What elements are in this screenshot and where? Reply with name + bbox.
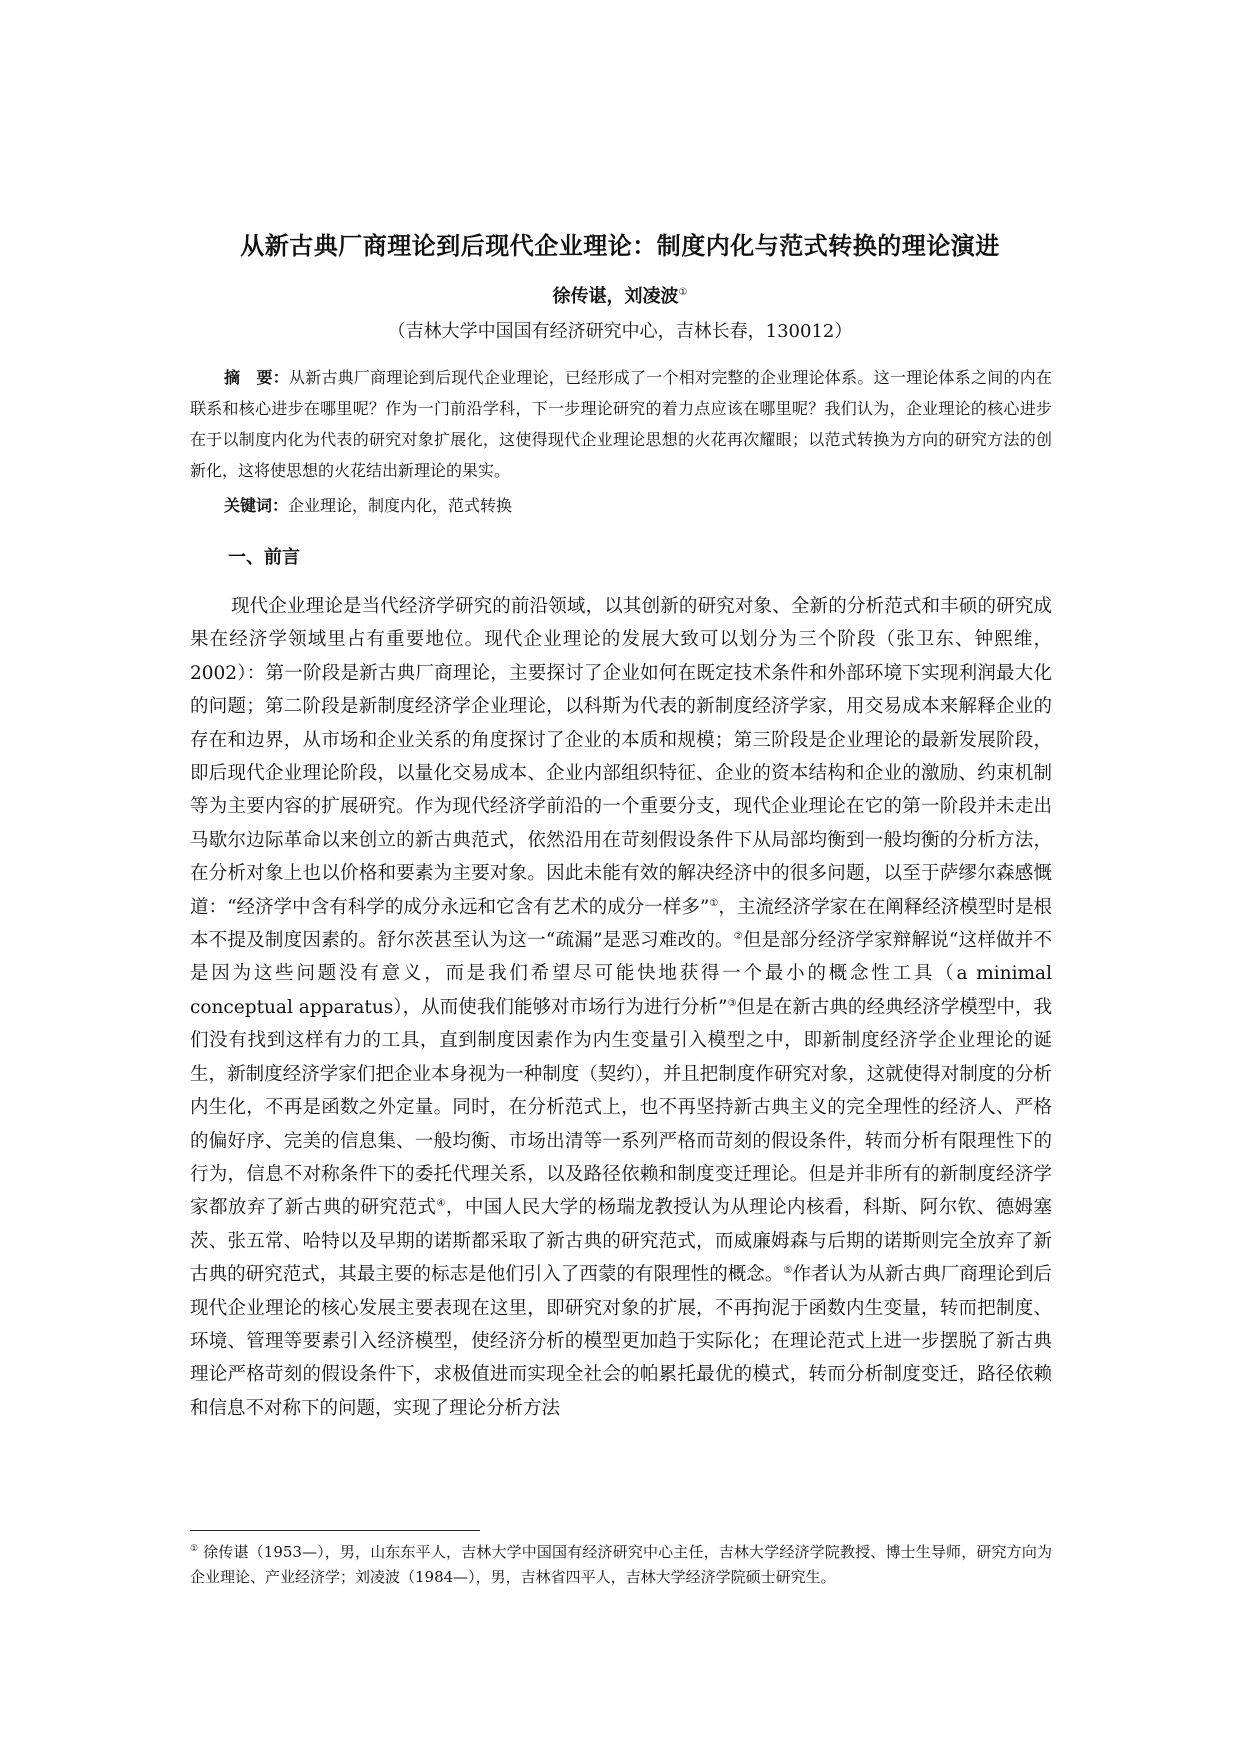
abstract-label: 摘 要：: [224, 368, 289, 387]
footnote: [190, 1540, 1052, 1590]
body-segment: 现代企业理论是当代经济学研究的前沿领域，以其创新的研究对象、全新的分析范式和丰硕的研究成果在经济学领域里占有重要地位。现代企业理论的发展大致可以划分为三个阶段（张卫东、钟熙维，2002）：第一阶段是新古典厂商理论，主要探讨了企业如何在既定技术条件和外部环境下实现利润最大化的问题；第二阶段是新制度经济学企业理论，以科斯为代表的新制度经济学家，用交易成本来解释企业的存在和边界，从市场和企业关系的角度探讨了企业的本质和规模；第三阶段是企业理论的最新发展阶段，即后现代企业理论阶段，以量化交易成本、企业内部组织特征、企业的资本结构和企业的激励、约束机制等为主要内容的扩展研究。作为现代经济学前沿的一个重要分支，现代企业理论在它的第一阶段并未走出马歇尔边际革命以来创立的新古典范式，依然沿用在苛刻假设条件下从局部均衡到一般均衡的分析方法，在分析对象上也以价格和要素为主要对象。因此未能有效的解决经济中的很多问题，以至于萨缪尔森感慨道：“经济学中含有科学的成分永远和它含有艺术的成分一样多”: [190, 596, 1052, 918]
body-segment: 但是部分经济学家辩解说“这样做并不是因为这些问题没有意义，而是我们希望尽可能快地获得一个最小的概念性工具（a minimal conceptual apparatus），从而使我们能够对市场行为进行分析”: [190, 930, 1053, 1018]
citation-mark: ⑤: [783, 1264, 793, 1276]
abstract: [190, 362, 1052, 486]
citation-mark: ④: [436, 1198, 446, 1210]
body-segment: ，主流经济学家在在阐释经济模型时是根本不提及制度因素的。舒尔茨甚至认为这一“疏漏”是恶习难改的。: [190, 896, 1053, 952]
citation-mark: ③: [727, 997, 737, 1009]
body-paragraph: [190, 590, 1052, 1425]
keywords: [224, 490, 1054, 521]
paper-title: 从新古典厂商理论到后现代企业理论：制度内化与范式转换的理论演进: [240, 232, 1000, 260]
footnote-mark: ①: [190, 1544, 199, 1554]
body-segment: 但是在新古典的经典经济学模型中，我们没有找到这样有力的工具，直到制度因素作为内生变量引入模型之中，即新制度经济学企业理论的诞生，新制度经济学家们把企业本身视为一种制度（契约），并且把制度作研究对象，这就使得对制度的分析内生化，不再是函数之外定量。同时，在分析范式上，也不再坚持新古典主义的完全理性的经济人、严格的偏好序、完美的信息集、一般均衡、市场出清等一系列严格而苛刻的假设条件，转而分析有限理性下的行为，信息不对称条件下的委托代理关系，以及路径依赖和制度变迁理论。但是并非所有的新制度经济学家都放弃了新古典的研究范式: [190, 996, 1052, 1219]
footnote-text: 徐传谌（1953—），男，山东东平人，吉林大学中国国有经济研究中心主任，吉林大学经济学院教授、博士生导师，研究方向为企业理论、产业经济学；刘凌波（1984—），男，吉林省四平人，吉林大学经济学院硕士研究生。: [190, 1543, 1052, 1586]
keywords-label: 关键词：: [224, 496, 289, 515]
citation-mark: ①: [709, 897, 719, 909]
author-affiliation: （吉林大学中国国有经济研究中心，吉林长春，130012）: [387, 321, 853, 342]
abstract-text: 从新古典厂商理论到后现代企业理论，已经形成了一个相对完整的企业理论体系。这一理论体系之间的内在联系和核心进步在哪里呢？作为一门前沿学科，下一步理论研究的着力点应该在哪里呢？我们认为，企业理论的核心进步在于以制度内化为代表的研究对象扩展化，这使得现代企业理论思想的火花再次耀眼；以范式转换为方向的研究方法的创新化，这将使思想的火花结出新理论的果实。: [190, 368, 1052, 480]
author-names: 徐传谌，刘凌波: [552, 286, 679, 307]
author-footnote-mark: ①: [678, 287, 688, 298]
footnote-divider: [190, 1530, 480, 1531]
citation-mark: ②: [733, 930, 743, 942]
body-segment: ，中国人民大学的杨瑞龙教授认为从理论内核看，科斯、阿尔钦、德姆塞茨、张五常、哈特以及早期的诺斯都采取了新古典的研究范式，而威廉姆森与后期的诺斯则完全放弃了新古典的研究范式，其最主要的标志是他们引入了西蒙的有限理性的概念。: [190, 1197, 1052, 1286]
keywords-text: 企业理论，制度内化，范式转换: [288, 496, 513, 515]
body-segment: 作者认为从新古典厂商理论到后现代企业理论的核心发展主要表现在这里，即研究对象的扩展，不再拘泥于函数内生变量，转而把制度、环境、管理等要素引入经济模型，使经济分析的模型更加趋于实际化；在理论范式上进一步摆脱了新古典理论严格苛刻的假设条件下，求极值进而实现全社会的帕累托最优的模式，转而分析制度变迁，路径依赖和信息不对称下的问题，实现了理论分析方法: [190, 1264, 1052, 1419]
section-heading: 一、前言: [228, 547, 300, 568]
author-line: [150, 282, 1090, 308]
